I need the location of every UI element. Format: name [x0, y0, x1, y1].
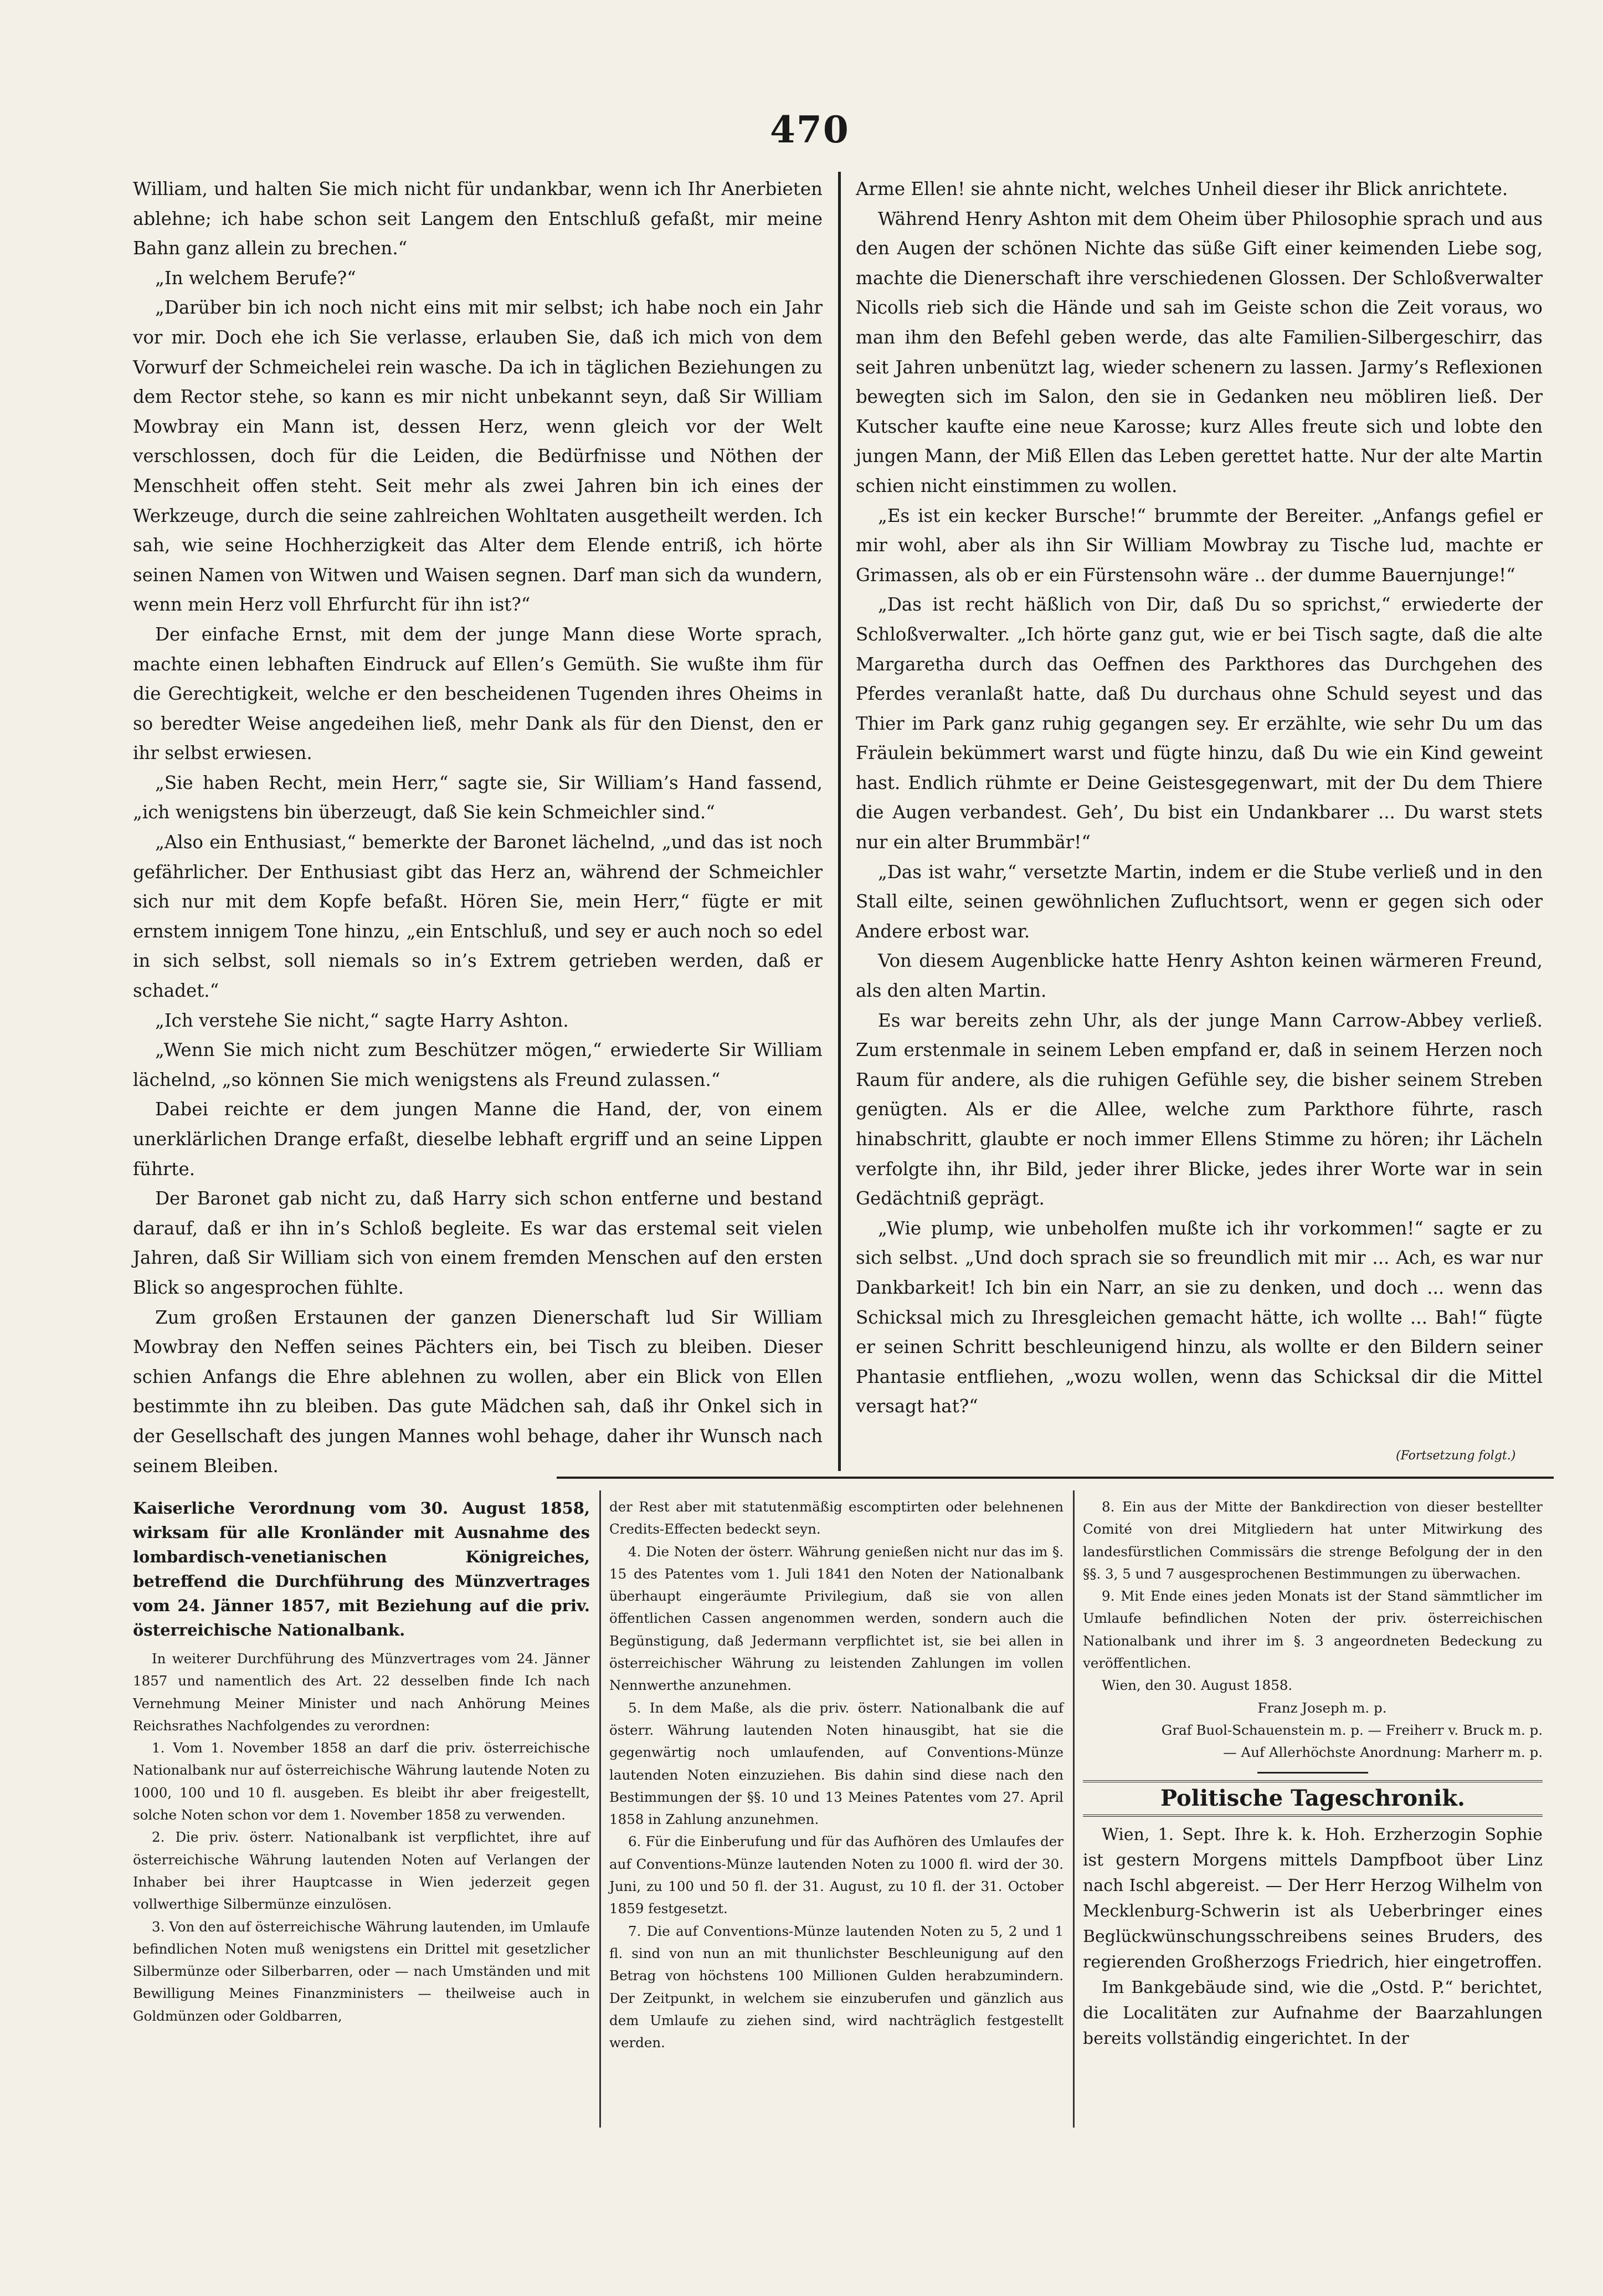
decree-countersign: Graf Buol-Schauenstein m. p. — Freiherr v. Bruck m. p.	[1161, 1721, 1543, 1738]
decree-paragraph: 6. Für die Einberufung und für das Aufhören des Umlaufes der auf Conventions-Münze lautenden Noten zu 1000 fl. wird der 30. Juni, zu 100 und 50 fl. der 31. August, zu 10 fl. der 31. October 1859 festgesetzt.	[609, 1833, 1063, 1917]
story-paragraph: Es war bereits zehn Uhr, als der junge Mann Carrow-Abbey verließ. Zum erstenmale in seinem Leben empfand er, daß in seinem Herzen noch Raum für andere, als die ruhigen Gefühle sey, die bisher seinem Streben genügten. Als er die Allee, welche zum Parkthore führte, rasch hinabschritt, glaubte er noch immer Ellens Stimme zu hören; ihr Lächeln verfolgte ihn, ihr Bild, jeder ihrer Blicke, jedes ihrer Worte war in sein Gedächtniß geprägt.	[856, 1009, 1543, 1210]
story-paragraph: „Wenn Sie mich nicht zum Beschützer mögen,“ erwiederte Sir William lächelnd, „so können Sie mich wenigstens als Freund zulassen.“	[133, 1039, 823, 1090]
story-paragraph: „Das ist recht häßlich von Dir, daß Du so sprichst,“ erwiederte der Schloßverwalter. „Ich hörte ganz gut, wie er bei Tisch sagte, daß die alte Margaretha durch das Oeffnen des Parkthores das Durchgehen des Pferdes veranlaßt hatte, daß Du durchaus ohne Schuld seyest und das Thier im Park ganz ruhig gegangen sey. Er erzählte, wie sehr Du um das Fräulein bekümmert warst und fügte hinzu, daß Du wie ein Kind geweint hast. Endlich rühmte er Deine Geistesgegenwart, mit der Du dem Thiere die Augen verbandest. Geh’, Du bist ein Undankbarer ... Du warst stets nur ein alter Brummbär!“	[856, 594, 1543, 853]
decree-paragraph: 2. Die priv. österr. Nationalbank ist verpflichtet, ihre auf österreichische Währung lautenden Noten auf Verlangen der Inhaber bei ihrer Hauptcasse in Wien jederzeit gegen vollwerthige Silbermünze einzulösen.	[133, 1829, 590, 1913]
decree-by-order: — Auf Allerhöchste Anordnung: Marherr m. p.	[1223, 1744, 1543, 1761]
decree-column-3	[1083, 1496, 1543, 2052]
story-column-left	[133, 175, 823, 1481]
chronicle-paragraph: Im Bankgebäude sind, wie die „Ostd. P.“ berichtet, die Localitäten zur Aufnahme der Baarzahlungen bereits vollständig eingerichtet. In der	[1083, 1977, 1543, 2048]
decree-column-2	[609, 1496, 1063, 2054]
story-paragraph: „Ich verstehe Sie nicht,“ sagte Harry Ashton.	[155, 1009, 569, 1031]
chronicle-heading: Politische Tageschronik.	[1083, 1780, 1543, 1817]
story-paragraph: Dabei reichte er dem jungen Manne die Hand, der, von einem unerklärlichen Drange erfaßt, dieselbe lebhaft ergriff und an seine Lippen führte.	[133, 1099, 823, 1180]
page-number: 470	[770, 108, 850, 151]
story-paragraph: „Wie plump, wie unbeholfen mußte ich ihr vorkommen!“ sagte er zu sich selbst. „Und doch sprach sie so freundlich mit mir ... Ach, es war nur Dankbarkeit! Ich bin ein Narr, an sie zu denken, und doch ... wenn das Schicksal mich zu Ihresgleichen gemacht hätte, ich wollte ... Bah!“ fügte er seinen Schritt beschleunigend hinzu, als wollte er den Bildern seiner Phantasie entfliehen, „wozu wollen, wenn das Schicksal dir die Mittel versagt hat?“	[856, 1217, 1543, 1417]
column-divider	[838, 172, 841, 1471]
decree-paragraph: 9. Mit Ende eines jeden Monats ist der Stand sämmtlicher im Umlaufe befindlichen Noten der priv. österreichischen Nationalbank und ihrer im §. 3 angeordneten Bedeckung zu veröffentlichen.	[1083, 1588, 1543, 1672]
story-paragraph: William, und halten Sie mich nicht für undankbar, wenn ich Ihr Anerbieten ablehne; ich habe schon seit Langem den Entschluß gefaßt, mir meine Bahn ganz allein zu brechen.“	[133, 178, 823, 259]
decree-paragraph: 7. Die auf Conventions-Münze lautenden Noten zu 5, 2 und 1 fl. sind von nun an mit thunlichster Beschleunigung auf den Betrag von höchstens 100 Millionen Gulden herabzumindern. Der Zeitpunkt, in welchem sie einzuberufen und gänzlich aus dem Umlaufe zu ziehen sind, wird nachträglich festgestellt werden.	[609, 1923, 1063, 2051]
story-column-right	[856, 175, 1543, 1422]
decree-title: Kaiserliche Verordnung vom 30. August 1858, wirksam für alle Kronländer mit Ausnahme des lombardisch-venetianischen Königreiches, betreffend die Durchführung des Münzvertrages vom 24. Jänner 1857, mit Beziehung auf die priv. österreichische Nationalbank.	[133, 1499, 590, 1639]
column-divider	[599, 1490, 601, 2128]
story-paragraph: Der Baronet gab nicht zu, daß Harry sich schon entferne und bestand darauf, daß er ihn in’s Schloß begleite. Es war das erstemal seit vielen Jahren, daß Sir William sich von einem fremden Menschen auf den ersten Blick so angesprochen fühlte.	[133, 1188, 823, 1298]
decree-paragraph: 5. In dem Maße, als die priv. österr. Nationalbank die auf österr. Währung lautenden Noten hinausgibt, hat sie die gegenwärtig noch umlaufenden, auf Conventions-Münze lautenden Noten einzuziehen. Bis dahin sind diese nach den Bestimmungen der §§. 10 und 13 Meines Patentes vom 27. April 1858 in Zahlung anzunehmen.	[609, 1699, 1063, 1828]
decree-column-1	[133, 1496, 590, 2027]
story-paragraph: Von diesem Augenblicke hatte Henry Ashton keinen wärmeren Freund, als den alten Martin.	[856, 950, 1543, 1002]
decree-paragraph: 3. Von den auf österreichische Währung lautenden, im Umlaufe befindlichen Noten muß wenigstens ein Drittel mit gesetzlicher Silbermünze oder Silberbarren, oder — nach Umständen und mit Bewilligung Meines Finanzministers — theilweise auch in Goldmünzen oder Goldbarren,	[133, 1918, 590, 2024]
continuation-note: (Fortsetzung folgt.)	[1396, 1449, 1516, 1463]
decree-signature: Franz Joseph m. p.	[1257, 1699, 1387, 1716]
story-paragraph: Der einfache Ernst, mit dem der junge Mann diese Worte sprach, machte einen lebhaften Eindruck auf Ellen’s Gemüth. Sie wußte ihm für die Gerechtigkeit, welche er den bescheidenen Tugenden ihres Oheims in so beredter Weise angedeihen ließ, mehr Dank als für den Dienst, den er ihr selbst erwiesen.	[133, 623, 823, 764]
decree-paragraph: 1. Vom 1. November 1858 an darf die priv. österreichische Nationalbank nur auf österreichische Währung lautende Noten zu 1000, 100 und 10 fl. ausgeben. Es bleibt ihr aber freigestellt, solche Noten schon vor dem 1. November 1858 zu verwenden.	[133, 1740, 590, 1823]
divider	[1257, 1772, 1368, 1774]
chronicle-paragraph: Wien, 1. Sept. Ihre k. k. Hoh. Erzherzogin Sophie ist gestern Morgens mittels Dampfboot über Linz nach Ischl abgereist. — Der Herr Herzog Wilhelm von Mecklenburg-Schwerin ist als Ueberbringer eines Beglückwünschungsschreibens seines Bruders, des regierenden Großherzogs Friedrich, hier eingetroffen.	[1083, 1824, 1543, 1972]
decree-paragraph: In weiterer Durchführung des Münzvertrages vom 24. Jänner 1857 und namentlich des Art. 22 desselben finde Ich nach Vernehmung Meiner Minister und nach Anhörung Meines Reichsrathes Nachfolgendes zu verordnen:	[133, 1651, 590, 1734]
story-paragraph: „Das ist wahr,“ versetzte Martin, indem er die Stube verließ und in den Stall eilte, seinen gewöhnlichen Zufluchtsort, wenn er gegen sich oder Andere erbost war.	[856, 861, 1543, 942]
decree-place-date: Wien, den 30. August 1858.	[1102, 1677, 1293, 1694]
story-paragraph: „Sie haben Recht, mein Herr,“ sagte sie, Sir William’s Hand fassend, „ich wenigstens bin überzeugt, daß Sie kein Schmeichler sind.“	[133, 772, 823, 823]
decree-paragraph: 4. Die Noten der österr. Währung genießen nicht nur das im §. 15 des Patentes vom 1. Juli 1841 den Noten der Nationalbank überhaupt eingeräumte Privilegium, daß sie von allen öffentlichen Cassen angenommen werden, sondern auch die Begünstigung, daß Jedermann verpflichtet ist, sie bei allen in österreichischer Währung zu leistenden Zahlungen im vollen Nennwerthe anzunehmen.	[609, 1543, 1063, 1694]
story-paragraph: „Darüber bin ich noch nicht eins mit mir selbst; ich habe noch ein Jahr vor mir. Doch ehe ich Sie verlasse, erlauben Sie, daß ich mich von dem Vorwurf der Schmeichelei rein wasche. Da ich in täglichen Beziehungen zu dem Rector stehe, so kann es mir nicht unbekannt seyn, daß Sir William Mowbray ein Mann ist, dessen Herz, wenn gleich vor der Welt verschlossen, doch für die Leiden, die Bedürfnisse und Nöthen der Menschheit offen steht. Seit mehr als zwei Jahren bin ich eines der Werkzeuge, durch die seine zahlreichen Wohltaten ausgetheilt werden. Ich sah, wie seine Hochherzigkeit das Alter dem Elende entriß, ich hörte seinen Namen von Witwen und Waisen segnen. Darf man sich da wundern, wenn mein Herz voll Ehrfurcht für ihn ist?“	[133, 297, 823, 616]
story-paragraph: „Also ein Enthusiast,“ bemerkte der Baronet lächelnd, „und das ist noch gefährlicher. Der Enthusiast gibt das Herz an, während der Schmeichler sich nur mit dem Kopfe befaßt. Hören Sie, mein Herr,“ fügte er mit ernstem innigem Tone hinzu, „ein Entschluß, und sey er auch noch so edel in sich selbst, soll niemals so in’s Extrem getrieben werden, daß er schadet.“	[133, 832, 823, 1002]
story-paragraph: „Es ist ein kecker Bursche!“ brummte der Bereiter. „Anfangs gefiel er mir wohl, aber als ihn Sir William Mowbray zu Tische lud, machte er Grimassen, als ob er ein Fürstensohn wäre .. der dumme Bauernjunge!“	[856, 505, 1543, 586]
story-paragraph: Während Henry Ashton mit dem Oheim über Philosophie sprach und aus den Augen der schönen Nichte das süße Gift einer keimenden Liebe sog, machte die Dienerschaft ihre verschiedenen Glossen. Der Schloßverwalter Nicolls rieb sich die Hände und sah im Geiste schon die Zeit voraus, wo man ihm den Befehl geben werde, das alte Familien-Silbergeschirr, das seit Jahren unbenützt lag, wieder schenern zu lassen. Jarmy’s Reflexionen bewegten sich im Salon, den sie in Gedanken neu möbliren ließ. Der Kutscher kaufte eine neue Karosse; kurz Alles freute sich und lobte den jungen Mann, der Miß Ellen das Leben gerettet hatte. Nur der alte Martin schien nicht einstimmen zu wollen.	[856, 208, 1543, 496]
story-paragraph: Zum großen Erstaunen der ganzen Dienerschaft lud Sir William Mowbray den Neffen seines Pächters ein, bei Tisch zu bleiben. Dieser schien Anfangs die Ehre ablehnen zu wollen, aber ein Blick von Ellen bestimmte ihn zu bleiben. Das gute Mädchen sah, daß ihr Onkel sich in der Gesellschaft des jungen Mannes wohl behage, daher ihr Wunsch nach seinem Bleiben.	[133, 1306, 823, 1477]
decree-paragraph: 8. Ein aus der Mitte der Bankdirection von dieser bestellter Comité von drei Mitgliedern hat unter Mitwirkung des landesfürstlichen Commissärs die strenge Befolgung der in den §§. 3, 5 und 7 ausgesprochenen Bestimmungen zu überwachen.	[1083, 1499, 1543, 1582]
decree-paragraph: der Rest aber mit statutenmäßig escomptirten oder belehnenen Credits-Effecten bedeckt seyn.	[609, 1499, 1063, 1538]
story-paragraph: Arme Ellen! sie ahnte nicht, welches Unheil dieser ihr Blick anrichtete.	[856, 178, 1508, 199]
story-paragraph: „In welchem Berufe?“	[155, 267, 356, 289]
column-divider	[1073, 1490, 1075, 2128]
section-divider	[557, 1477, 1554, 1479]
